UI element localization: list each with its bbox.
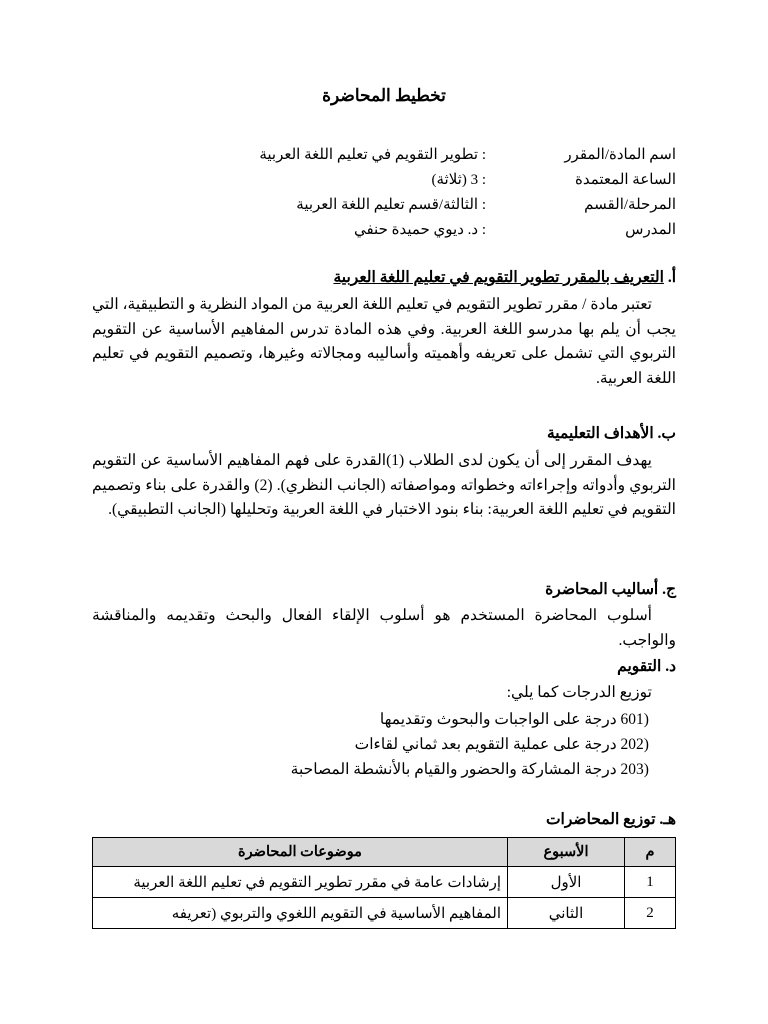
section-a-label: أ. — [663, 269, 676, 286]
item-number: 1) — [636, 711, 649, 728]
section-c-text: أسلوب المحاضرة المستخدم هو أسلوب الإلقاء الفعال والبحث وتقديمه والمناقشة والواجب. — [92, 607, 676, 649]
section-a-text: تعتبر مادة / مقرر تطوير التقويم في تعليم اللغة العربية من المواد النظرية و التطبيقية، التي يجب أن يلم بها مدرسو اللغة العربية. وفي هذه المادة تدرس المفاهيم الأساسية عن التقويم التربوي التي تشمل على تعريفه وأهميته وأساليبه ومجالاته وغيرها، وتصميم التقويم في تعليم اللغة العربية. — [92, 296, 676, 387]
info-key: المرحلة/القسم — [584, 197, 676, 213]
item-number: 3) — [636, 761, 649, 778]
row-topic: إرشادات عامة في مقرر تطوير التقويم في تعليم اللغة العربية — [93, 867, 508, 898]
row-topic: المفاهيم الأساسية في التقويم اللغوي والتربوي (تعريفه — [93, 898, 508, 929]
row-num: 1 — [625, 867, 676, 898]
info-row-course — [86, 143, 676, 167]
grading-intro: توزيع الدرجات كما يلي: — [506, 684, 652, 701]
page-title: تخطيط المحاضرة — [322, 86, 446, 105]
info-key: اسم المادة/المقرر — [564, 147, 676, 163]
header-topic: موضوعات المحاضرة — [93, 838, 508, 867]
info-value: : 3 (ثلاثة) — [431, 172, 486, 188]
section-b-text: يهدف المقرر إلى أن يكون لدى الطلاب (1)القدرة على فهم المفاهيم الأساسية عن التقويم التربوي وأدواته وإجراءاته وخطواته ومواصفاته (الجانب النظري). (2) والقدرة على بناء وتصميم التقويم في تعليم اللغة العربية: بناء بنود الاختبار في اللغة العربية وتحليلها (الجانب التطبيقي). — [92, 452, 676, 518]
info-row-lecturer — [86, 218, 676, 242]
info-value: : د. ديوي حميدة حنفي — [353, 222, 486, 238]
table-row — [93, 898, 676, 929]
section-c-body — [92, 604, 676, 653]
schedule-table — [92, 837, 676, 929]
info-row-level — [86, 193, 676, 217]
row-week: الثاني — [508, 898, 625, 929]
item-text: 20 درجة على عملية التقويم بعد ثماني لقاءات — [354, 736, 636, 753]
table-header-row — [93, 838, 676, 867]
section-d-heading: د. التقويم — [617, 658, 676, 675]
list-item — [291, 760, 676, 779]
section-b-body — [92, 449, 676, 523]
section-b-heading: ب. الأهداف التعليمية — [547, 425, 676, 442]
info-key: المدرس — [625, 222, 676, 238]
section-a-body — [92, 293, 676, 391]
row-week: الأول — [508, 867, 625, 898]
list-item — [355, 735, 676, 754]
header-week: الأسبوع — [508, 838, 625, 867]
info-value: : تطوير التقويم في تعليم اللغة العربية — [259, 147, 486, 163]
info-value: : الثالثة/قسم تعليم اللغة العربية — [296, 197, 486, 213]
list-item — [380, 710, 676, 729]
item-text: 60 درجة على الواجبات والبحوث وتقديمها — [379, 711, 636, 728]
section-a-title: التعريف بالمقرر تطوير التقويم في تعليم اللغة العربية — [333, 269, 664, 286]
table-row — [93, 867, 676, 898]
section-e-heading: هـ. توزيع المحاضرات — [545, 811, 676, 828]
section-a-heading — [333, 268, 676, 287]
info-row-hours — [86, 168, 676, 192]
item-number: 2) — [636, 736, 649, 753]
section-c-heading: ج. أساليب المحاضرة — [545, 581, 676, 598]
item-text: 20 درجة المشاركة والحضور والقيام بالأنشطة المصاحبة — [290, 761, 636, 778]
header-num: م — [625, 838, 676, 867]
info-key: الساعة المعتمدة — [574, 172, 676, 188]
row-num: 2 — [625, 898, 676, 929]
